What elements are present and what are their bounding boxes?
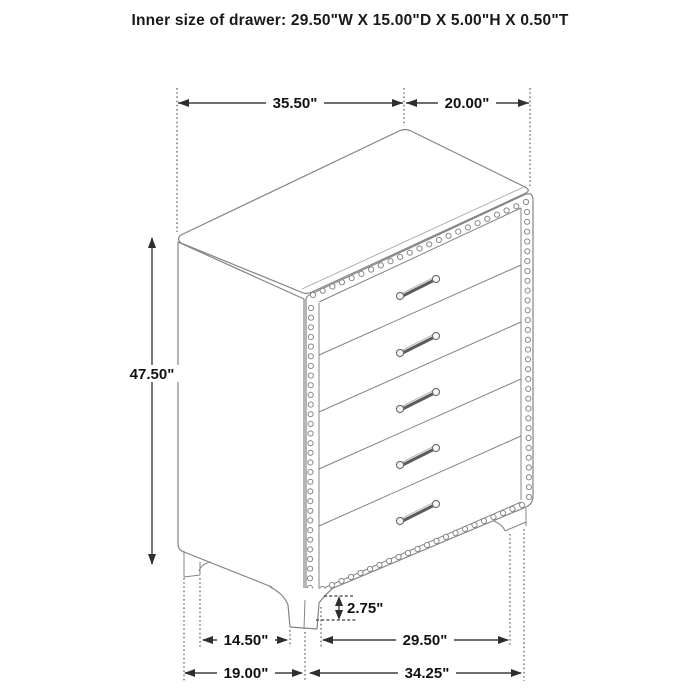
nailhead [525, 229, 530, 234]
nailhead [308, 537, 313, 542]
arrow-right-icon [511, 669, 522, 677]
arrow-right-icon [277, 636, 288, 644]
arrow-down-icon [335, 610, 343, 620]
nailhead [308, 508, 313, 513]
nailhead [526, 426, 531, 431]
nailhead [424, 542, 429, 547]
arrow-down-icon [148, 554, 156, 565]
nailhead [308, 383, 313, 388]
nailhead [525, 239, 530, 244]
nailhead [308, 373, 313, 378]
nailhead [434, 538, 439, 543]
nailhead [504, 208, 509, 213]
nailhead [494, 212, 499, 217]
diagram-title: Inner size of drawer: 29.50"W X 15.00"D X 5.00"H X 0.50"T [131, 12, 569, 29]
nailhead [308, 489, 313, 494]
nailhead [491, 514, 496, 519]
nailhead [500, 510, 505, 515]
nailhead [526, 377, 531, 382]
nailhead [526, 494, 531, 499]
nailhead [456, 229, 461, 234]
nailhead [525, 278, 530, 283]
nailhead [510, 506, 515, 511]
arrow-left-icon [322, 636, 333, 644]
nailhead [524, 209, 529, 214]
nailhead [526, 416, 531, 421]
nailhead [308, 344, 313, 349]
nailhead [308, 315, 313, 320]
arrow-right-icon [392, 99, 403, 107]
nailhead [514, 204, 519, 209]
nailhead [308, 450, 313, 455]
nailhead [320, 288, 325, 293]
nailhead [308, 325, 313, 330]
nailhead [525, 318, 530, 323]
nailhead [525, 327, 530, 332]
nailhead [308, 421, 313, 426]
nailhead [398, 254, 403, 259]
nailhead [308, 556, 313, 561]
arrow-left-icon [184, 669, 195, 677]
dim-label-leg-height: 2.75" [347, 600, 384, 617]
nailhead [308, 470, 313, 475]
nailhead [443, 534, 448, 539]
nailhead [525, 347, 530, 352]
arrow-up-icon [148, 237, 156, 248]
nailhead [367, 566, 372, 571]
nailhead [310, 292, 315, 297]
nailhead [308, 412, 313, 417]
nailhead [407, 250, 412, 255]
dim-label-height: 47.50" [129, 366, 175, 383]
nailhead [308, 499, 313, 504]
nailhead [308, 547, 313, 552]
nailhead [526, 455, 531, 460]
nailhead [417, 246, 422, 251]
nailhead [525, 219, 530, 224]
nailhead [308, 528, 313, 533]
nailhead [526, 485, 531, 490]
nailhead [388, 259, 393, 264]
nailhead [525, 337, 530, 342]
nailhead [526, 445, 531, 450]
dim-label-base-depth: 19.00" [223, 665, 269, 682]
nailhead [462, 526, 467, 531]
nailhead [308, 392, 313, 397]
nailhead [378, 263, 383, 268]
nailhead [359, 271, 364, 276]
nailhead [453, 530, 458, 535]
nailhead [526, 396, 531, 401]
nailhead [308, 518, 313, 523]
arrow-up-icon [335, 596, 343, 606]
nailhead [526, 465, 531, 470]
nailhead [525, 249, 530, 254]
nailhead [349, 276, 354, 281]
nailhead [485, 216, 490, 221]
chest-outline [178, 130, 533, 630]
nailhead [308, 441, 313, 446]
arrow-right-icon [498, 636, 509, 644]
nailhead [308, 363, 313, 368]
dim-label-top-depth: 20.00" [444, 95, 490, 112]
nailhead [308, 479, 313, 484]
nailhead [307, 576, 312, 581]
nailhead [481, 518, 486, 523]
nailhead [525, 298, 530, 303]
leg-front-corner [270, 587, 332, 629]
nailhead [526, 475, 531, 480]
nailhead [396, 554, 401, 559]
nailhead [525, 288, 530, 293]
nailhead [358, 570, 363, 575]
nailhead [339, 578, 344, 583]
chest-side-panel [178, 242, 304, 598]
nailhead [427, 242, 432, 247]
nailhead [329, 582, 334, 587]
nailhead [465, 225, 470, 230]
nailhead [525, 308, 530, 313]
nailhead [526, 367, 531, 372]
nailhead [523, 199, 528, 204]
nailhead [526, 386, 531, 391]
dim-label-side-leg-spacing: 14.50" [223, 632, 269, 649]
nailhead [308, 566, 313, 571]
arrow-left-icon [309, 669, 320, 677]
arrow-left-icon [178, 99, 189, 107]
nailhead [472, 522, 477, 527]
dim-label-base-width: 34.25" [404, 665, 450, 682]
nailhead [525, 259, 530, 264]
nailhead [348, 574, 353, 579]
nailhead [308, 460, 313, 465]
arrow-right-icon [292, 669, 303, 677]
nailhead [308, 305, 313, 310]
nailhead [308, 334, 313, 339]
nailhead [436, 237, 441, 242]
nailhead [330, 284, 335, 289]
nailhead [526, 435, 531, 440]
nailhead [475, 221, 480, 226]
nailhead [525, 268, 530, 273]
nailhead [525, 357, 530, 362]
nailhead [339, 280, 344, 285]
nailhead [308, 402, 313, 407]
nailhead [405, 550, 410, 555]
arrow-left-icon [202, 636, 213, 644]
arrow-right-icon [518, 99, 529, 107]
arrow-left-icon [406, 99, 417, 107]
nailhead [446, 233, 451, 238]
nailhead [519, 502, 524, 507]
nailhead [369, 267, 374, 272]
nailhead [386, 558, 391, 563]
dim-label-top-width: 35.50" [272, 95, 318, 112]
nailhead [308, 354, 313, 359]
dim-label-front-leg-spacing: 29.50" [402, 632, 448, 649]
nailhead [377, 562, 382, 567]
nailhead [526, 406, 531, 411]
nailhead [415, 546, 420, 551]
nailhead [308, 431, 313, 436]
